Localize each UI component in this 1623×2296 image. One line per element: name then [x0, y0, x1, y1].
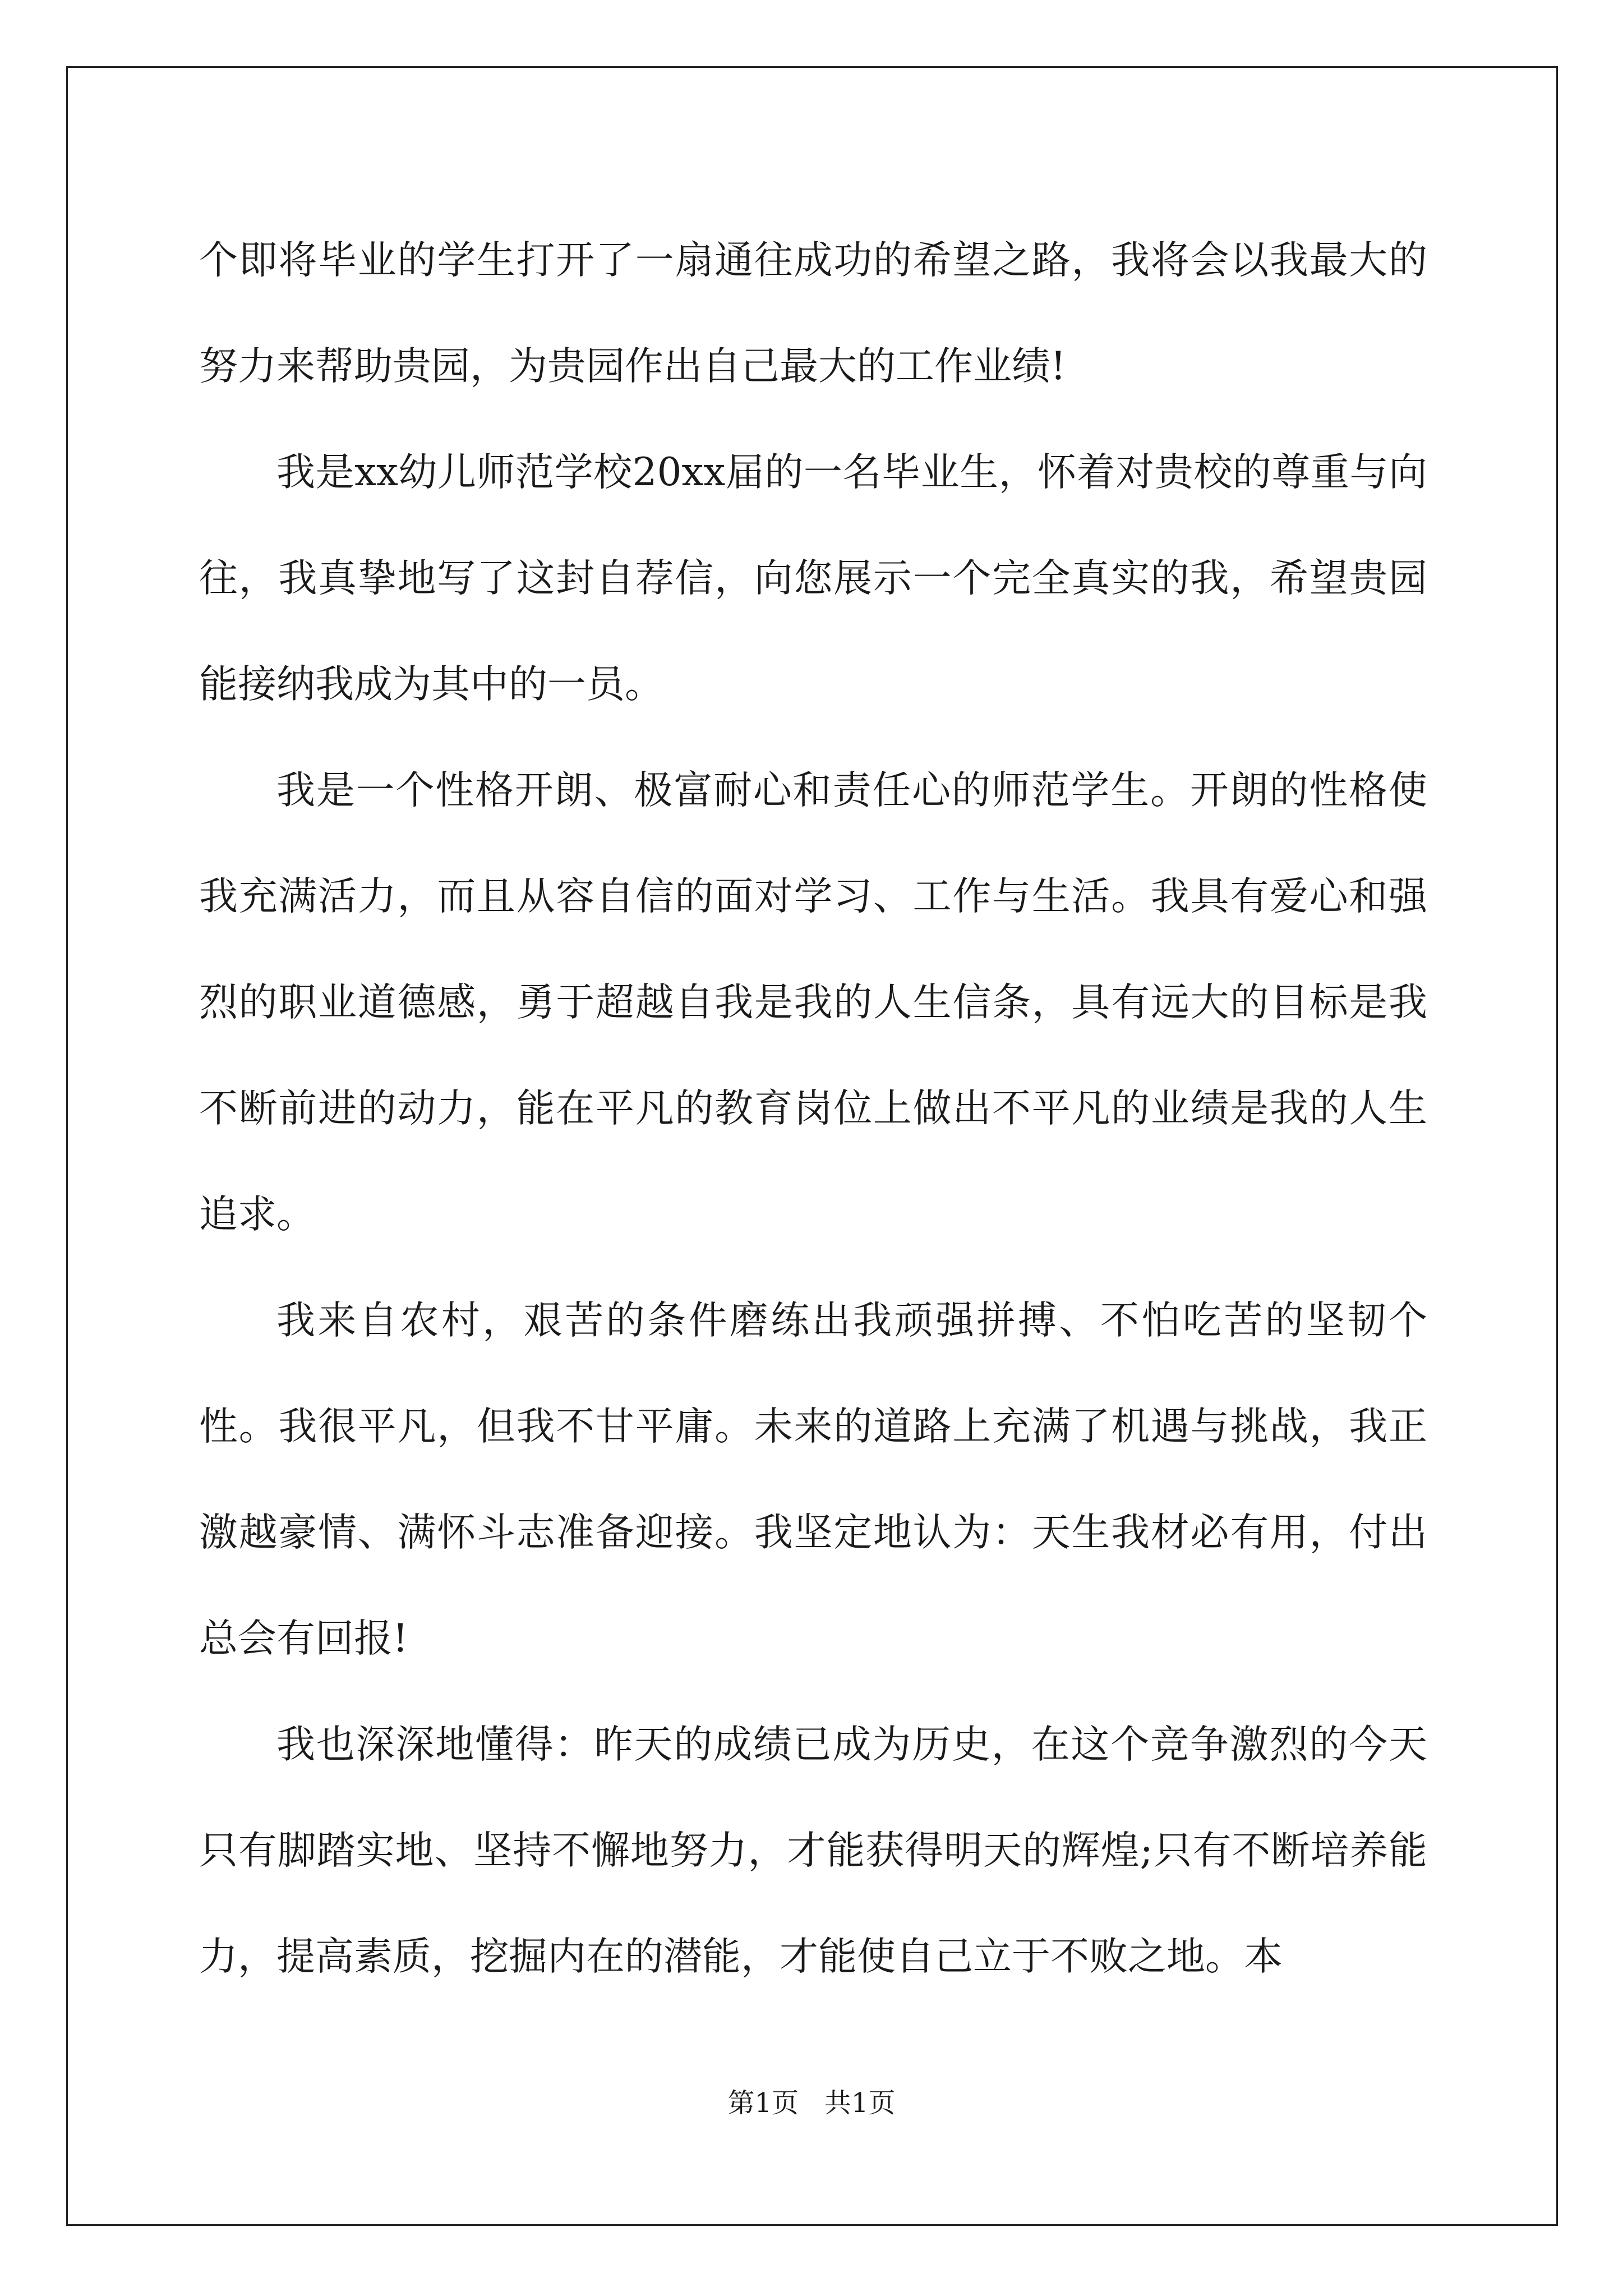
- paragraph-1: 个即将毕业的学生打开了一扇通往成功的希望之路，我将会以我最大的努力来帮助贵园，为贵园作出自己最大的工作业绩!: [199, 238, 1427, 389]
- document-body: [199, 208, 1427, 2010]
- paragraph-4: 我来自农村，艰苦的条件磨练出我顽强拼搏、不怕吃苦的坚韧个性。我很平凡，但我不甘平庸。未来的道路上充满了机遇与挑战，我正激越豪情、满怀斗志准备迎接。我坚定地认为：天生我材必有用，付出总会有回报!: [199, 1298, 1427, 1661]
- page-number-footer: 第1页 共1页: [727, 2087, 896, 2119]
- paragraph-3: 我是一个性格开朗、极富耐心和责任心的师范学生。开朗的性格使我充满活力，而且从容自信的面对学习、工作与生活。我具有爱心和强烈的职业道德感，勇于超越自我是我的人生信条，具有远大的目标是我不断前进的动力，能在平凡的教育岗位上做出不平凡的业绩是我的人生追求。: [199, 768, 1427, 1237]
- paragraph-2: 我是xx幼儿师范学校20xx届的一名毕业生，怀着对贵校的尊重与向往，我真挚地写了这封自荐信，向您展示一个完全真实的我，希望贵园能接纳我成为其中的一员。: [199, 450, 1427, 707]
- paragraph-5: 我也深深地懂得：昨天的成绩已成为历史，在这个竞争激烈的今天只有脚踏实地、坚持不懈地努力，才能获得明天的辉煌;只有不断培养能力，提高素质，挖掘内在的潜能，才能使自己立于不败之地。本: [199, 1722, 1427, 1979]
